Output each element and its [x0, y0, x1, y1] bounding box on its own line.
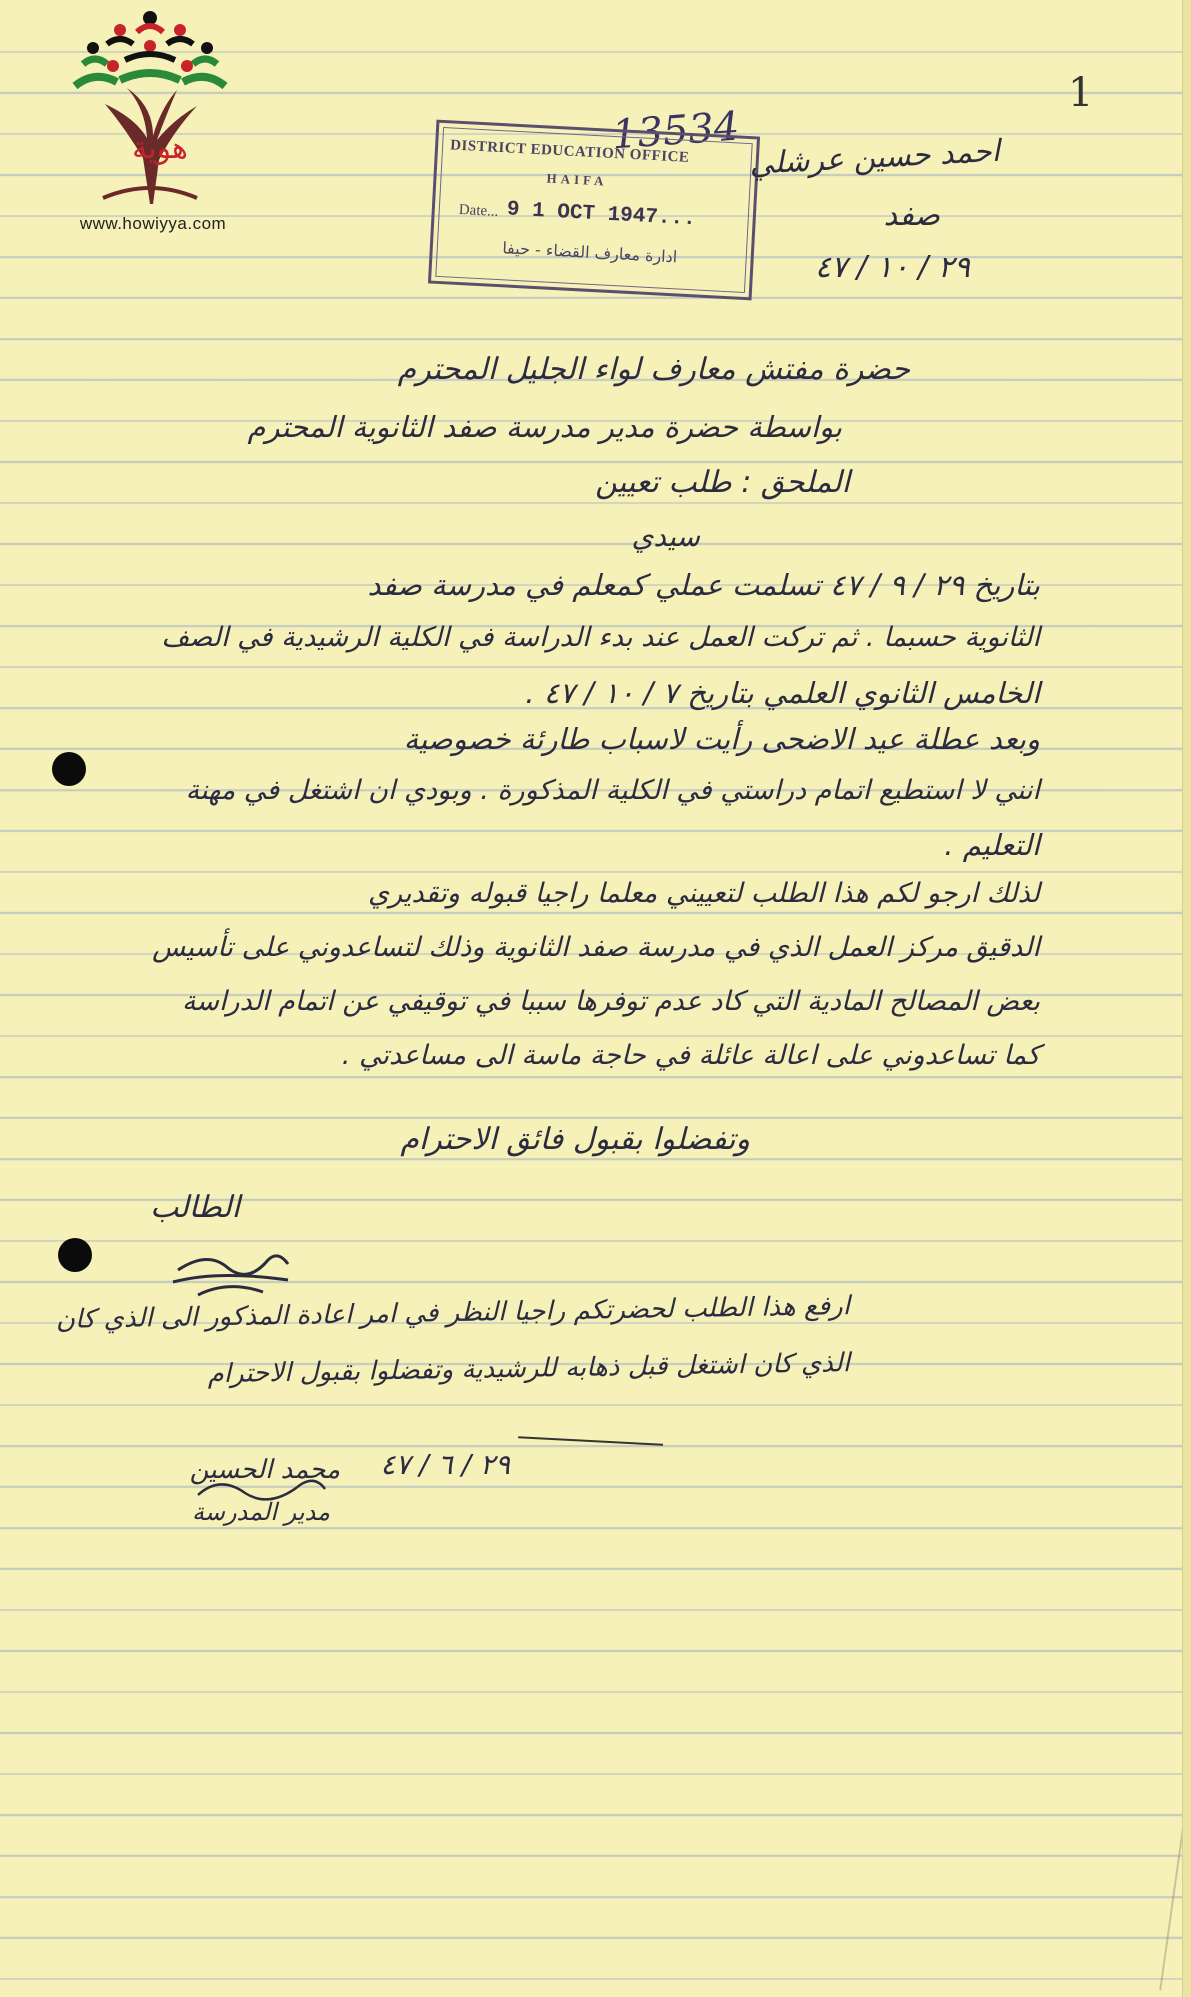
body-line-6: التعليم . [944, 828, 1040, 862]
stamp-office-name: DISTRICT EDUCATION OFFICE [449, 137, 690, 166]
body-line-5: انني لا استطيع اتمام دراستي في الكلية المذكورة . وبودي ان اشتغل في مهنة [185, 775, 1040, 806]
punch-hole-top [52, 752, 86, 786]
letter-closing: وتفضلوا بقبول فائق الاحترام [400, 1122, 750, 1157]
body-line-10: كما تساعدوني على اعالة عائلة في حاجة ماسة الى مساعدتي . [341, 1040, 1040, 1071]
annotation-date: ٢٩ / ٦ / ٤٧ [380, 1448, 510, 1481]
stamp-arabic-text: ادارة معارف القضاء - حيفا [501, 238, 678, 267]
annotation-title: مدير المدرسة [191, 1498, 330, 1526]
annotation-line-1: ارفع هذا الطلب لحضرتكم راجيا النظر في امر اعادة المذكور الى الذي كان [55, 1291, 851, 1335]
stamp-city: HAIFA [546, 170, 608, 189]
punch-hole-bottom [58, 1238, 92, 1272]
logo-brand-text: هوية [132, 131, 188, 166]
body-line-2: الثانوية حسبما . ثم تركت العمل عند بدء الدراسة في الكلية الرشيدية في الصف [161, 622, 1040, 653]
recipient-line-1: حضرة مفتش معارف لواء الجليل المحترم [397, 352, 910, 387]
paper-right-edge [1182, 0, 1191, 1997]
stamp-registration-number: 13534 [610, 103, 741, 159]
annotation-underline [518, 1436, 663, 1450]
body-line-3: الخامس الثانوي العلمي بتاريخ ٧ / ١٠ / ٤٧ . [525, 676, 1040, 710]
sender-name: احمد حسين عرشلي [748, 133, 1001, 182]
annotation-line-2: الذي كان اشتغل قبل ذهابه للرشيدية وتفضلوا بقبول الاحترام [207, 1348, 851, 1390]
stamp-date-value: 9 1 OCT 1947... [506, 198, 697, 232]
letter-subject: الملحق : طلب تعيين [595, 465, 850, 500]
annotation-signer: محمد الحسين [189, 1455, 340, 1485]
body-line-4: وبعد عطلة عيد الاضحى رأيت لاسباب طارئة خصوصية [403, 722, 1040, 756]
stamp-date-label: Date... [458, 201, 499, 220]
logo-url[interactable]: www.howiyya.com [79, 214, 227, 233]
body-line-8: الدقيق مركز العمل الذي في مدرسة صفد الثانوية وذلك لتساعدوني على تأسيس [152, 932, 1040, 963]
sender-place: صفد [883, 198, 940, 233]
sender-date: ٢٩ / ١٠ / ٤٧ [814, 250, 970, 285]
recipient-line-2: بواسطة حضرة مدير مدرسة صفد الثانوية المحترم [247, 410, 842, 444]
page-number: 1 [1068, 70, 1094, 116]
body-line-9: بعض المصالح المادية التي كاد عدم توفرها سببا في توقيفي عن اتمام الدراسة [181, 986, 1040, 1017]
howiyya-tree-logo-icon [65, 8, 235, 208]
district-office-stamp [428, 120, 760, 301]
student-signature-icon [168, 1240, 298, 1300]
letter-greeting: سيدي [631, 520, 700, 553]
signature-label: الطالب [150, 1190, 240, 1225]
body-line-1: بتاريخ ٢٩ / ٩ / ٤٧ تسلمت عملي كمعلم في مدرسة صفد [367, 568, 1040, 602]
body-line-7: لذلك ارجو لكم هذا الطلب لتعييني معلما راجيا قبوله وتقديري [368, 878, 1040, 909]
